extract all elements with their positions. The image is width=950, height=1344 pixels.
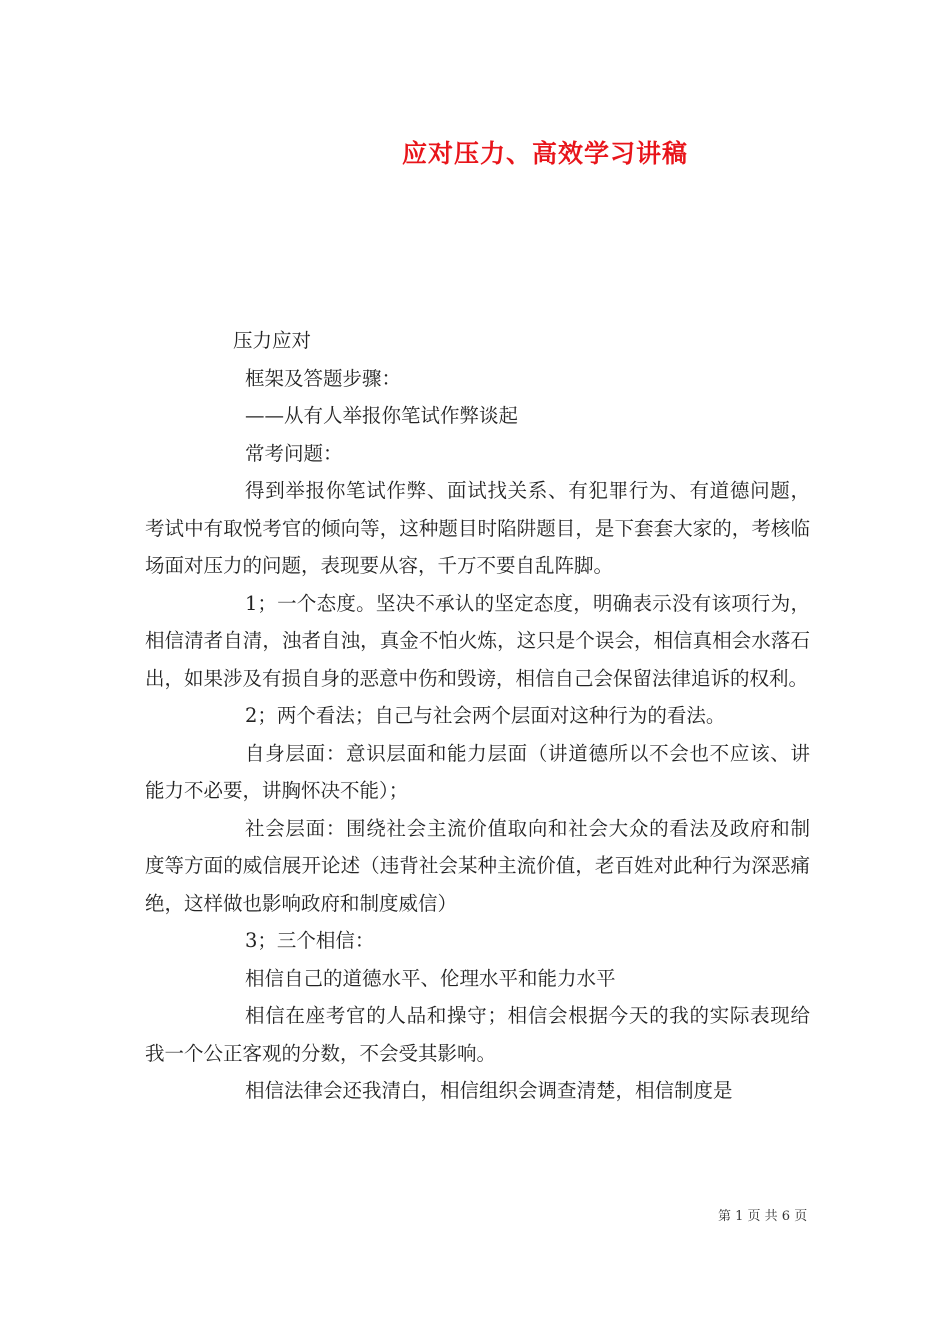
paragraph: 相信在座考官的人品和操守；相信会根据今天的我的实际表现给我一个公正客观的分数，不会受其影响。 bbox=[145, 1004, 810, 1065]
paragraph: 压力应对 bbox=[233, 329, 312, 352]
page-number-footer: 第 1 页 共 6 页 bbox=[718, 1209, 808, 1224]
paragraph: 1；一个态度。坚决不承认的坚定态度，明确表示没有该项行为，相信清者自清，浊者自浊，真金不怕火炼，这只是个误会，相信真相会水落石出，如果涉及有损自身的恶意中伤和毁谤，相信自己会保留法律追诉的权利。 bbox=[145, 591, 810, 690]
paragraph: 3；三个相信： bbox=[245, 929, 375, 952]
paragraph: 得到举报你笔试作弊、面试找关系、有犯罪行为、有道德问题，考试中有取悦考官的倾向等，这种题目时陷阱题目，是下套套大家的，考核临场面对压力的问题，表现要从容，千万不要自乱阵脚。 bbox=[145, 479, 810, 577]
paragraph: ——从有人举报你笔试作弊谈起 bbox=[245, 404, 519, 427]
paragraph: 相信法律会还我清白，相信组织会调查清楚，相信制度是 bbox=[245, 1079, 733, 1102]
paragraph: 2；两个看法；自己与社会两个层面对这种行为的看法。 bbox=[245, 704, 726, 727]
paragraph: 常考问题： bbox=[245, 441, 343, 465]
paragraph: 框架及答题步骤： bbox=[245, 366, 402, 390]
document-body bbox=[145, 322, 810, 1110]
paragraph: 自身层面：意识层面和能力层面（讲道德所以不会也不应该、讲能力不必要，讲胸怀决不能）； bbox=[145, 741, 810, 802]
document-title: 应对压力、高效学习讲稿 bbox=[401, 139, 688, 168]
paragraph: 相信自己的道德水平、伦理水平和能力水平 bbox=[245, 966, 616, 990]
paragraph: 社会层面：围绕社会主流价值取向和社会大众的看法及政府和制度等方面的威信展开论述（违背社会某种主流价值，老百姓对此种行为深恶痛绝，这样做也影响政府和制度威信） bbox=[145, 816, 810, 915]
